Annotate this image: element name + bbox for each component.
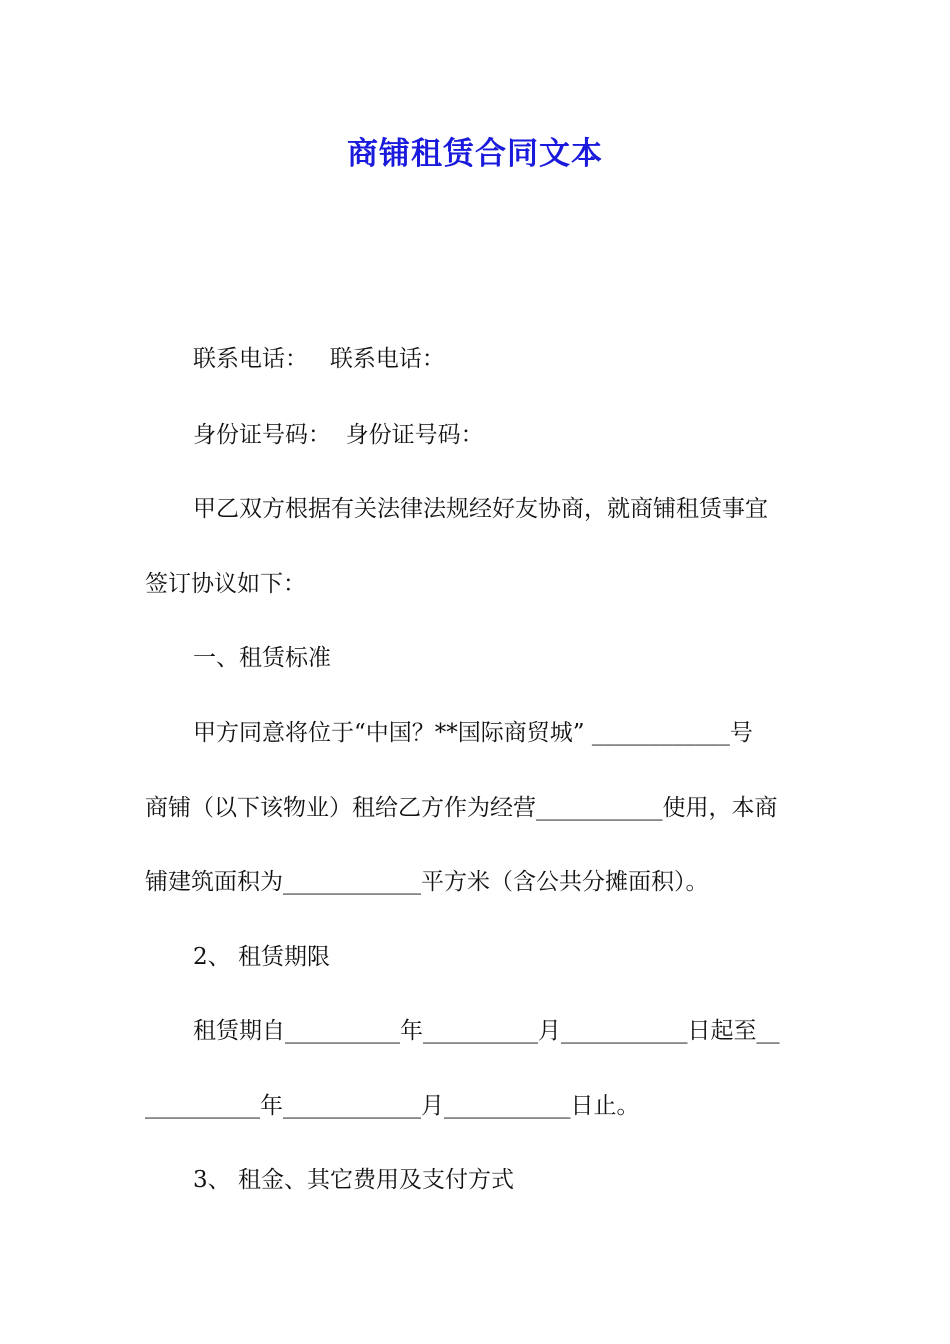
section-1-heading: 一、租赁标准 — [193, 645, 331, 671]
section-2-heading: 2、 租赁期限 — [193, 944, 330, 970]
contact-phone-line: 联系电话： 联系电话： — [193, 346, 445, 372]
section-1-line-1: 甲方同意将位于“中国？**国际商贸城” ____________号 — [193, 720, 753, 746]
intro-paragraph-line-1: 甲乙双方根据有关法律法规经好友协商，就商铺租赁事宜 — [193, 496, 768, 522]
id-number-line: 身份证号码： 身份证号码： — [193, 422, 484, 448]
section-2-line-1: 租赁期自__________年__________月___________日起至__ — [193, 1018, 780, 1044]
document-title: 商铺租赁合同文本 — [347, 136, 603, 172]
section-3-heading: 3、 租金、其它费用及支付方式 — [193, 1167, 514, 1193]
section-2-line-2: __________年____________月___________日止。 — [145, 1093, 640, 1119]
intro-paragraph-line-2: 签订协议如下： — [145, 571, 306, 597]
section-1-line-3: 铺建筑面积为____________平方米（含公共分摊面积）。 — [145, 869, 709, 895]
section-1-line-2: 商铺（以下该物业）租给乙方作为经营___________使用，本商 — [145, 795, 778, 821]
